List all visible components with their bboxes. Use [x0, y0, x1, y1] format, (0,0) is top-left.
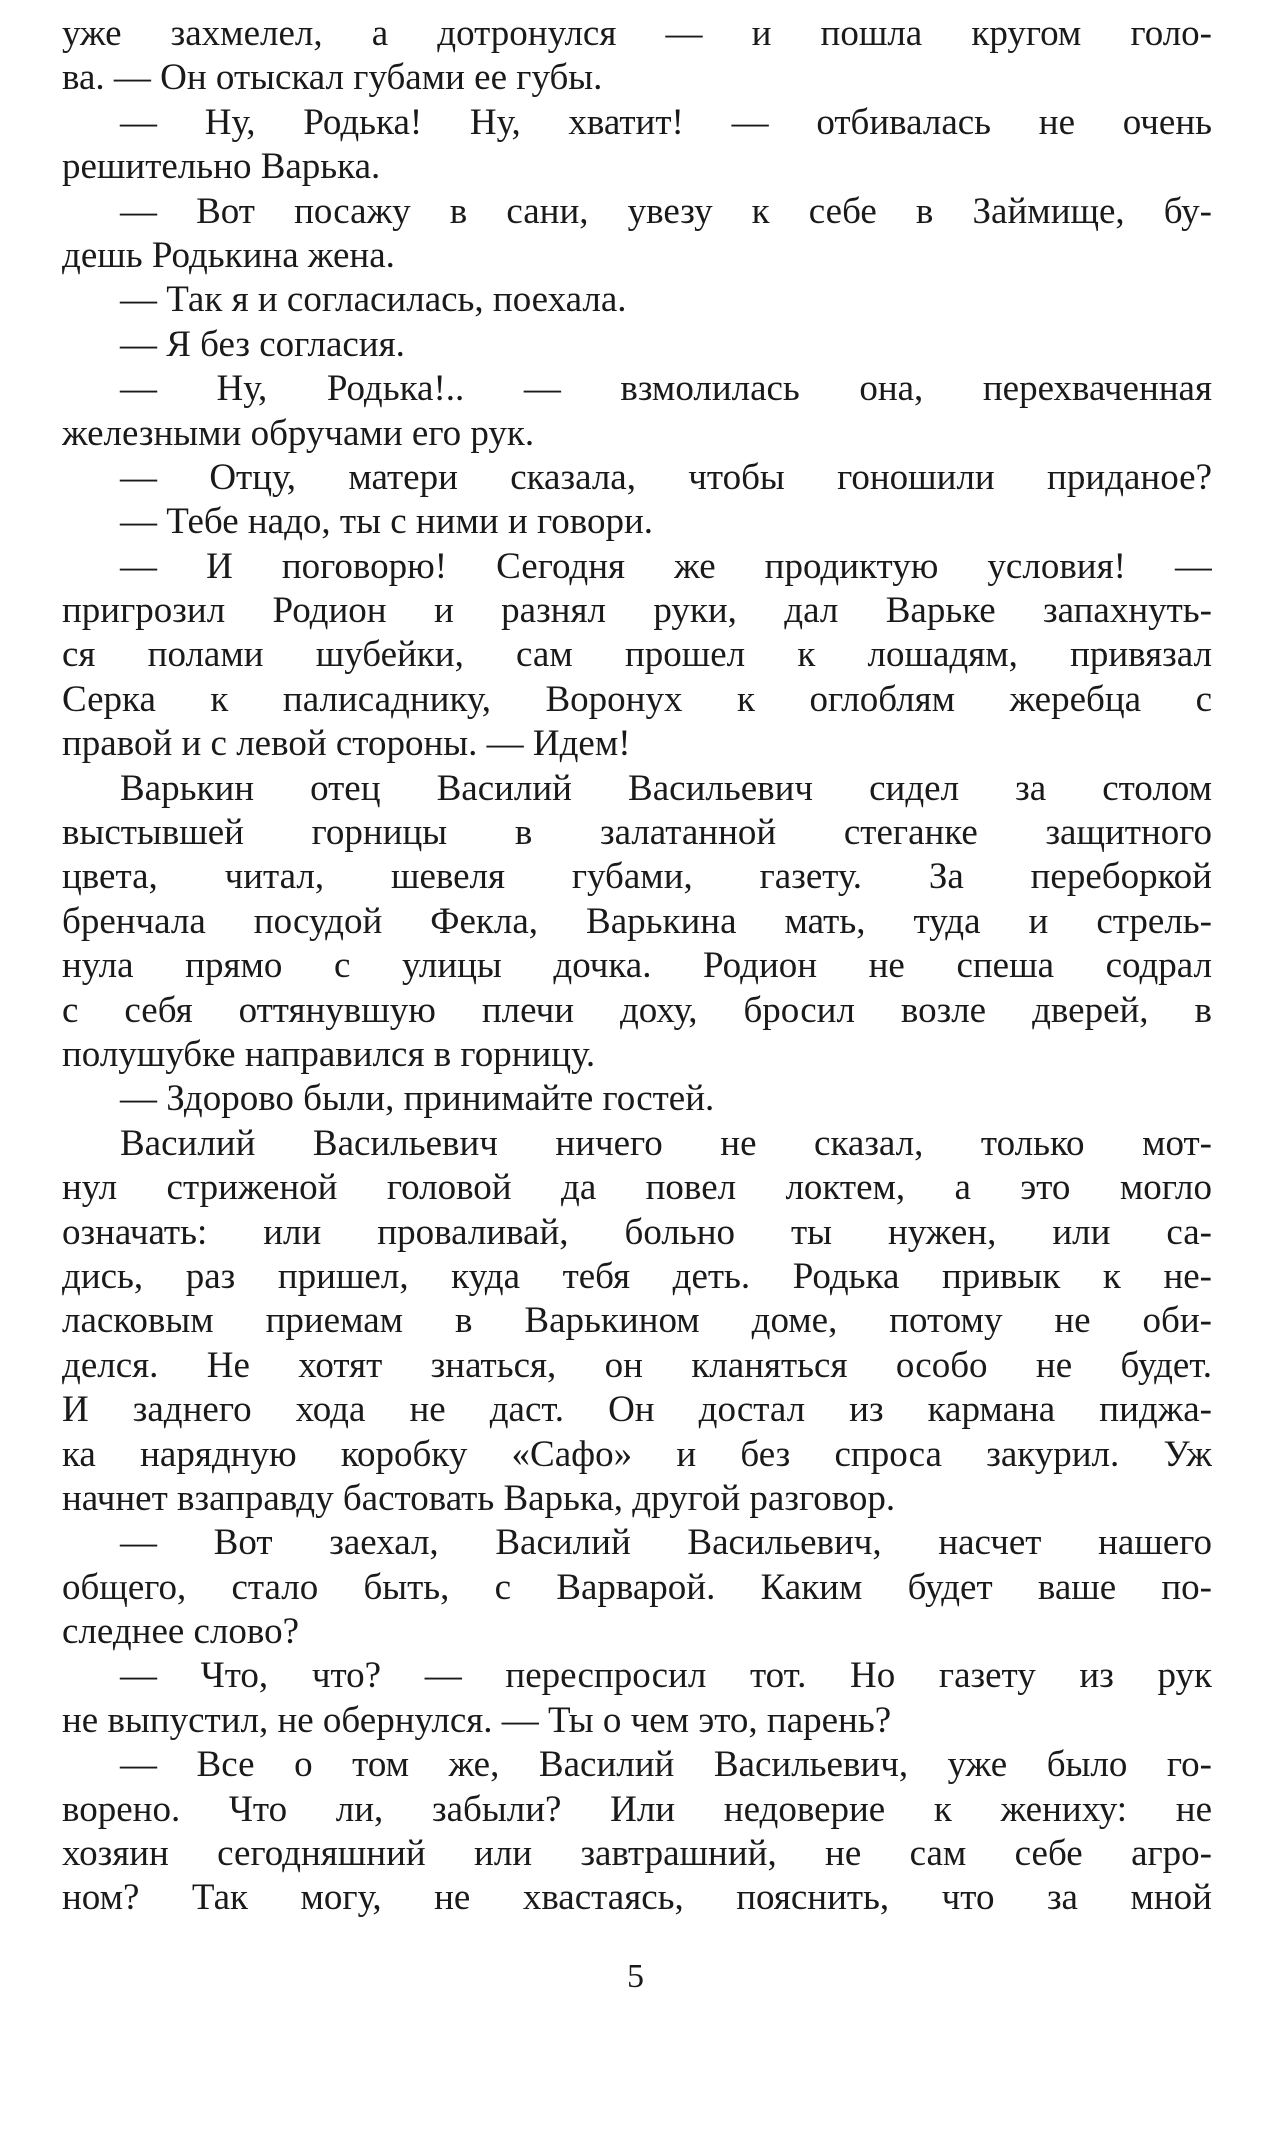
- text-line: ласковым приемам в Варькином доме, потому не оби-: [62, 1300, 1212, 1342]
- text-line: — Ну, Родька!.. — взмолилась она, перехваченная: [120, 368, 1212, 410]
- text-line: общего, стало быть, с Варварой. Каким будет ваше по-: [62, 1566, 1212, 1608]
- page-number: 5: [627, 1958, 644, 1995]
- text-line: не выпустил, не обернулся. — Ты о чем это, парень?: [62, 1699, 892, 1741]
- text-line: дешь Родькина жена.: [62, 234, 395, 276]
- text-line: нула прямо с улицы дочка. Родион не спеша содрал: [62, 945, 1212, 987]
- text-line: — Отцу, матери сказала, чтобы гоношили приданое?: [120, 456, 1212, 498]
- text-line: дись, раз пришел, куда тебя деть. Родька привык к не-: [62, 1255, 1212, 1297]
- text-line: делся. Не хотят знаться, он кланяться особо не будет.: [62, 1344, 1212, 1386]
- text-line: следнее слово?: [62, 1611, 300, 1653]
- text-line: ка нарядную коробку «Сафо» и без спроса закурил. Уж: [62, 1433, 1212, 1475]
- page-text: [62, 12, 1212, 1921]
- text-line: — Что, что? — переспросил тот. Но газету из рук: [120, 1655, 1212, 1697]
- text-line: — Так я и согласилась, поехала.: [120, 279, 627, 321]
- text-line: ся полами шубейки, сам прошел к лошадям, привязал: [62, 634, 1212, 676]
- text-line: — Тебе надо, ты с ними и говори.: [120, 501, 654, 543]
- text-line: Серка к палисаднику, Воронух к оглоблям жеребца с: [62, 678, 1212, 720]
- text-line: — Здорово были, принимайте гостей.: [120, 1078, 715, 1120]
- text-line: — Я без согласия.: [120, 323, 405, 365]
- text-line: нул стриженой головой да повел локтем, а это могло: [62, 1167, 1212, 1209]
- text-line: ва. — Он отыскал губами ее губы.: [62, 57, 603, 99]
- text-line: бренчала посудой Фекла, Варькина мать, туда и стрель-: [62, 900, 1212, 942]
- text-line: решительно Варька.: [62, 146, 381, 188]
- text-line: — Все о том же, Василий Васильевич, уже было го-: [120, 1744, 1212, 1786]
- text-line: с себя оттянувшую плечи доху, бросил возле дверей, в: [62, 989, 1212, 1031]
- text-line: — Ну, Родька! Ну, хватит! — отбивалась не очень: [120, 101, 1212, 143]
- text-line: начнет взаправду бастовать Варька, другой разговор.: [62, 1477, 896, 1519]
- text-line: полушубке направился в горницу.: [62, 1033, 596, 1075]
- text-line: выстывшей горницы в залатанной стеганке защитного: [62, 812, 1212, 854]
- text-line: — Вот заехал, Василий Васильевич, насчет нашего: [120, 1522, 1212, 1564]
- text-line: И заднего хода не даст. Он достал из кармана пиджа-: [62, 1389, 1212, 1431]
- text-line: означать: или проваливай, больно ты нужен, или са-: [62, 1211, 1212, 1253]
- text-line: хозяин сегодняшний или завтрашний, не сам себе агро-: [62, 1833, 1212, 1875]
- text-line: уже захмелел, а дотронулся — и пошла кругом голо-: [62, 13, 1212, 54]
- text-line: пригрозил Родион и разнял руки, дал Варьке запахнуть-: [62, 590, 1212, 632]
- text-line: Василий Васильевич ничего не сказал, только мот-: [120, 1122, 1212, 1164]
- text-line: правой и с левой стороны. — Идем!: [62, 723, 631, 765]
- text-line: — И поговорю! Сегодня же продиктую условия! —: [120, 545, 1212, 587]
- text-line: — Вот посажу в сани, увезу к себе в Займище, бу-: [120, 190, 1212, 232]
- text-line: ворено. Что ли, забыли? Или недоверие к жениху: не: [62, 1788, 1212, 1830]
- text-line: цвета, читал, шевеля губами, газету. За переборкой: [62, 856, 1212, 898]
- text-line: железными обручами его рук.: [62, 412, 535, 454]
- text-line: ном? Так могу, не хвастаясь, пояснить, что за мной: [62, 1877, 1212, 1919]
- text-line: Варькин отец Василий Васильевич сидел за столом: [120, 767, 1212, 809]
